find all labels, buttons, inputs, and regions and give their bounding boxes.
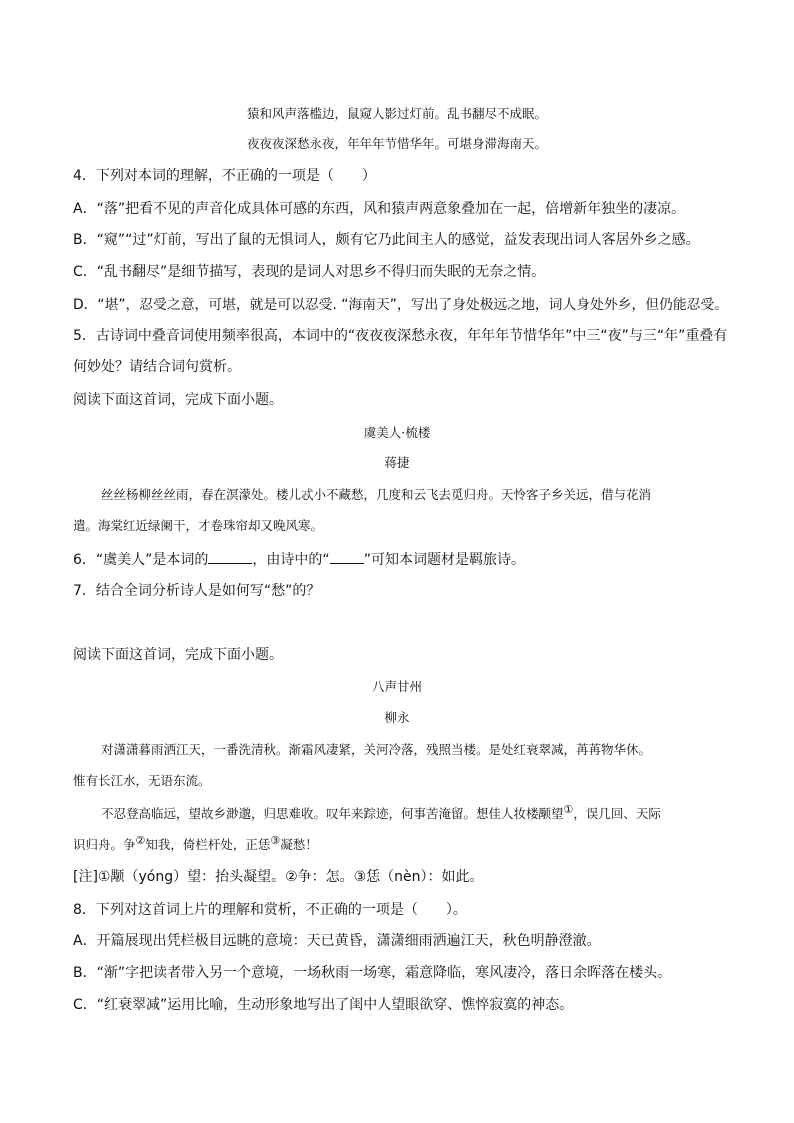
poem1-line2: 夜夜夜深愁永夜，年年年节惜华年。可堪身滞海南天。 [246,136,547,151]
question-6 [73,549,525,569]
poem3-stanza2-line1-text-a: 不忍登高临远，望故乡渺邈，归思难收。叹年来踪迹，何事苦淹留。想佳人妆楼颙望 [101,806,564,822]
poem3-stanza2-line2-text-b: 知我，倚栏杆处，正恁 [145,837,271,853]
reading-instruction-1: 阅读下面这首词，完成下面小题。 [73,392,283,408]
question-6-part-b: ，由诗中的“ [252,552,330,568]
poem3-stanza1-line1: 对潇潇暮雨洒江天，一番洗清秋。渐霜风凄紧，关河冷落，残照当楼。是处红衰翠减，苒苒物华休。 [101,742,652,757]
question-5-line1: 5．古诗词中叠音词使用频率很高，本词中的“夜夜夜深愁永夜，年年年节惜华年”中三“夜”与三“年”重叠有 [73,328,728,344]
poem3-stanza2-line1 [101,803,661,822]
question-8-option-a: A．开篇展现出凭栏极目远眺的意境：天已黄昏，潇潇细雨洒遍江天，秋色明静澄澈。 [73,933,601,949]
poem3-title: 八声甘州 [371,679,422,694]
answer-blank-2[interactable] [330,551,364,564]
question-8-option-c: C．“红衰翠减”运用比喻，生动形象地写出了闺中人望眼欲穿、憔悴寂寞的神态。 [73,997,574,1013]
poem2-line2: 遣。海棠红近绿阑干，才卷珠帘却又晚风寒。 [73,518,324,533]
poem3-stanza2-line2 [73,834,318,853]
poem2-author: 蒋捷 [384,455,410,470]
poem3-stanza2-line2-text-c: 凝愁！ [280,837,318,853]
question-7: 7．结合全词分析诗人是如何写“愁”的？ [73,583,321,599]
question-6-part-c: ”可知本词题材是羁旅诗。 [363,552,525,568]
poem3-stanza2-line1-text-b: ，误几回、天际 [573,806,661,822]
poem3-author: 柳永 [384,710,410,725]
poem2-line1: 丝丝杨柳丝丝雨，春在溟濛处。楼儿忒小不藏愁，几度和云飞去觅归舟。天怜客子乡关远，借与花消 [101,487,652,502]
footnote-marker-2: ② [135,834,146,847]
question-4-option-b: B．“窥”“过”灯前，写出了鼠的无惧词人，颇有它乃此间主人的感觉，益发表现出词人客居外乡之感。 [73,232,700,248]
poem3-annotation: [注]①颙（yóng）望：抬头凝望。②争：怎。③恁（nèn）：如此。 [73,869,484,885]
question-4-option-d: D．“堪”，忍受之意，可堪，就是可以忍受. “海南天”，写出了身处极远之地，词人身处外乡，但仍能忍受。 [73,297,729,313]
reading-instruction-2: 阅读下面这首词，完成下面小题。 [73,647,283,663]
footnote-marker-3: ③ [270,834,281,847]
poem3-stanza2-line2-text-a: 识归舟。争 [73,837,136,853]
question-8-option-b: B．“渐”字把读者带入另一个意境，一场秋雨一场寒，霜意降临，寒风凄冷，落日余晖落在楼头。 [73,965,672,981]
poem3-stanza1-line2: 惟有长江水，无语东流。 [73,773,211,788]
question-5-line2: 何妙处？请结合词句赏析。 [73,359,241,375]
answer-blank-1[interactable] [208,551,252,564]
question-4-option-c: C．“乱书翻尽”是细节描写，表现的是词人对思乡不得归而失眠的无奈之情。 [73,264,546,280]
question-4-stem: 4．下列对本词的理解，不正确的一项是（ ） [73,168,376,184]
poem2-title: 虞美人·梳楼 [363,425,431,440]
question-4-option-a: A．“落”把看不见的声音化成具体可感的东西，风和猿声两意象叠加在一起，倍增新年独坐的凄凉。 [73,201,686,217]
footnote-marker-1: ① [563,803,574,816]
question-8-stem: 8．下列对这首词上片的理解和赏析，不正确的一项是（ ）。 [73,902,467,918]
poem1-line1: 猿和风声落槛边，鼠窥人影过灯前。乱书翻尽不成眠。 [246,106,547,121]
question-6-part-a: 6．“虞美人”是本词的 [73,552,209,568]
